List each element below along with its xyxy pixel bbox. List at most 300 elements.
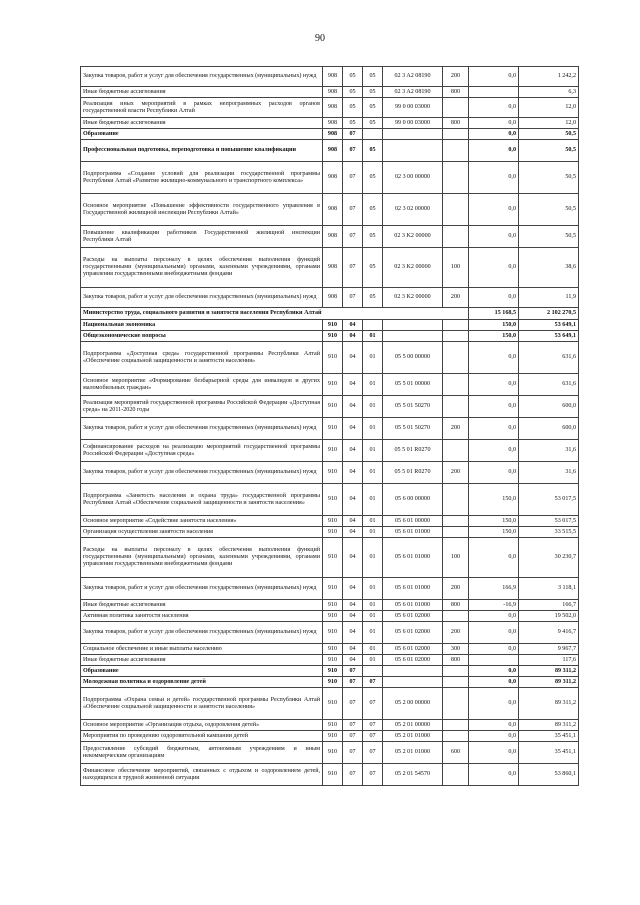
change-amount-cell: 0,0	[469, 622, 519, 644]
row-name-cell: Реализация иных мероприятий в рамках непрограммных расходов органов государственной власти Республики Алтай	[81, 98, 323, 118]
row-name-cell: Подпрограмма «Охрана семьи и детей» государственной программы Республики Алтай «Обеспечение социальной защищенности и занятости населения»	[81, 688, 323, 720]
row-name-cell: Активная политика занятости населения	[81, 611, 323, 622]
target-article-cell: 05 6 01 02000	[383, 655, 443, 666]
total-amount-cell: 31,6	[519, 440, 579, 462]
target-article-cell: 05 6 01 00000	[383, 516, 443, 527]
row-name-cell: Расходы на выплаты персоналу в целях обеспечения выполнения функций государственными (муниципальными) органами, казенными учреждениями, органами управления государственными внебюджетными фондами	[81, 248, 323, 288]
expense-type-cell	[443, 516, 469, 527]
change-amount-cell: 150,0	[469, 516, 519, 527]
section-cell: 07	[343, 666, 363, 677]
subsection-cell: 07	[363, 677, 383, 688]
expense-type-cell: 200	[443, 622, 469, 644]
table-row	[81, 688, 579, 720]
total-amount-cell: 35 451,1	[519, 731, 579, 742]
row-name-cell: Финансовое обеспечение мероприятий, связанных с отдыхом и оздоровлением детей, находящихся в трудной жизненной ситуации	[81, 764, 323, 786]
total-amount-cell: 12,0	[519, 98, 579, 118]
table-row	[81, 527, 579, 538]
expense-type-cell: 800	[443, 87, 469, 98]
grbs-cell: 908	[323, 87, 343, 98]
subsection-cell: 01	[363, 331, 383, 342]
target-article-cell: 99 0 00 03000	[383, 98, 443, 118]
expense-type-cell: 800	[443, 118, 469, 129]
grbs-cell: 908	[323, 129, 343, 140]
expense-type-cell	[443, 720, 469, 731]
change-amount-cell: 0,0	[469, 98, 519, 118]
change-amount-cell: 0,0	[469, 288, 519, 308]
expense-type-cell	[443, 140, 469, 162]
total-amount-cell: 12,0	[519, 118, 579, 129]
target-article-cell: 02 3 A2 08190	[383, 87, 443, 98]
section-cell: 04	[343, 440, 363, 462]
grbs-cell: 910	[323, 742, 343, 764]
subsection-cell: 07	[363, 688, 383, 720]
table-row	[81, 655, 579, 666]
expense-type-cell	[443, 194, 469, 226]
grbs-cell: 910	[323, 731, 343, 742]
target-article-cell	[383, 129, 443, 140]
total-amount-cell: 31,6	[519, 462, 579, 484]
section-cell: 07	[343, 194, 363, 226]
total-amount-cell: 89 311,2	[519, 688, 579, 720]
change-amount-cell: -16,9	[469, 600, 519, 611]
change-amount-cell: 0,0	[469, 462, 519, 484]
total-amount-cell: 89 311,2	[519, 720, 579, 731]
grbs-cell: 910	[323, 527, 343, 538]
section-cell: 04	[343, 418, 363, 440]
target-article-cell: 05 2 01 01000	[383, 731, 443, 742]
target-article-cell: 05 6 01 01000	[383, 538, 443, 578]
row-name-cell: Иные бюджетные ассигнования	[81, 118, 323, 129]
total-amount-cell: 19 502,0	[519, 611, 579, 622]
total-amount-cell: 631,6	[519, 342, 579, 374]
table-row	[81, 516, 579, 527]
grbs-cell: 910	[323, 440, 343, 462]
change-amount-cell: 0,0	[469, 140, 519, 162]
total-amount-cell: 33 515,5	[519, 527, 579, 538]
expense-type-cell	[443, 764, 469, 786]
grbs-cell: 910	[323, 677, 343, 688]
expense-type-cell	[443, 484, 469, 516]
change-amount-cell: 0,0	[469, 418, 519, 440]
row-name-cell: Подпрограмма «Занятость населения и охрана труда» государственной программы Республики Алтай «Обеспечение социальной защищенности и занятости населения»	[81, 484, 323, 516]
grbs-cell: 910	[323, 516, 343, 527]
row-name-cell: Закупка товаров, работ и услуг для обеспечения государственных (муниципальных) нужд	[81, 578, 323, 600]
expense-type-cell	[443, 731, 469, 742]
total-amount-cell: 9 967,7	[519, 644, 579, 655]
expense-type-cell	[443, 440, 469, 462]
change-amount-cell: 0,0	[469, 644, 519, 655]
table-row	[81, 87, 579, 98]
table-row	[81, 611, 579, 622]
section-cell: 04	[343, 331, 363, 342]
change-amount-cell: 0,0	[469, 129, 519, 140]
section-cell: 04	[343, 655, 363, 666]
row-name-cell: Основное мероприятие «Содействие занятости населения»	[81, 516, 323, 527]
total-amount-cell: 50,5	[519, 162, 579, 194]
expense-type-cell	[443, 331, 469, 342]
change-amount-cell: 0,0	[469, 742, 519, 764]
table-row	[81, 538, 579, 578]
section-cell: 07	[343, 129, 363, 140]
section-cell: 07	[343, 731, 363, 742]
section-cell: 04	[343, 538, 363, 578]
change-amount-cell	[469, 655, 519, 666]
row-name-cell: Образование	[81, 666, 323, 677]
total-amount-cell: 50,5	[519, 194, 579, 226]
section-cell: 07	[343, 248, 363, 288]
table-row	[81, 331, 579, 342]
total-amount-cell: 53 860,1	[519, 764, 579, 786]
grbs-cell: 910	[323, 622, 343, 644]
target-article-cell: 02 3 A2 08190	[383, 67, 443, 87]
row-name-cell: Основное мероприятие «Организация отдыха, оздоровления детей»	[81, 720, 323, 731]
row-name-cell: Организация осуществления занятости населения	[81, 527, 323, 538]
total-amount-cell: 50,5	[519, 129, 579, 140]
subsection-cell: 01	[363, 418, 383, 440]
table-row	[81, 622, 579, 644]
subsection-cell: 07	[363, 720, 383, 731]
grbs-cell: 908	[323, 67, 343, 87]
total-amount-cell: 50,5	[519, 140, 579, 162]
subsection-cell: 05	[363, 87, 383, 98]
subsection-cell: 01	[363, 622, 383, 644]
section-cell: 04	[343, 578, 363, 600]
section-cell: 04	[343, 527, 363, 538]
expense-type-cell	[443, 677, 469, 688]
section-cell: 05	[343, 98, 363, 118]
table-row	[81, 462, 579, 484]
total-amount-cell: 89 311,2	[519, 677, 579, 688]
target-article-cell: 02 3 00 00000	[383, 162, 443, 194]
row-name-cell: Основное мероприятие «Формирование безбарьерной среды для инвалидов и других маломобильных граждан»	[81, 374, 323, 396]
section-cell: 05	[343, 87, 363, 98]
change-amount-cell: 0,0	[469, 720, 519, 731]
grbs-cell: 910	[323, 374, 343, 396]
subsection-cell	[363, 320, 383, 331]
expense-type-cell	[443, 342, 469, 374]
subsection-cell: 01	[363, 342, 383, 374]
subsection-cell: 05	[363, 67, 383, 87]
table-row	[81, 140, 579, 162]
row-name-cell: Повышение квалификации работников Государственной жилищной инспекции Республики Алтай	[81, 226, 323, 248]
grbs-cell: 910	[323, 320, 343, 331]
row-name-cell: Национальная экономика	[81, 320, 323, 331]
subsection-cell: 05	[363, 194, 383, 226]
row-name-cell: Закупка товаров, работ и услуг для обеспечения государственных (муниципальных) нужд	[81, 622, 323, 644]
subsection-cell: 01	[363, 538, 383, 578]
target-article-cell: 05 6 01 02000	[383, 611, 443, 622]
table-row	[81, 578, 579, 600]
table-row	[81, 374, 579, 396]
target-article-cell: 05 6 01 01000	[383, 527, 443, 538]
section-cell: 05	[343, 118, 363, 129]
section-cell: 07	[343, 226, 363, 248]
change-amount-cell: 0,0	[469, 688, 519, 720]
target-article-cell	[383, 677, 443, 688]
row-name-cell: Профессиональная подготовка, переподготовка и повышение квалификации	[81, 140, 323, 162]
section-cell: 07	[343, 677, 363, 688]
target-article-cell: 05 5 01 00000	[383, 374, 443, 396]
subsection-cell: 05	[363, 140, 383, 162]
target-article-cell: 05 6 00 00000	[383, 484, 443, 516]
total-amount-cell: 89 311,2	[519, 666, 579, 677]
change-amount-cell: 0,0	[469, 440, 519, 462]
subsection-cell: 05	[363, 288, 383, 308]
change-amount-cell: 150,0	[469, 484, 519, 516]
expense-type-cell	[443, 226, 469, 248]
total-amount-cell: 50,5	[519, 226, 579, 248]
section-cell: 07	[343, 288, 363, 308]
section-cell: 07	[343, 688, 363, 720]
expense-type-cell: 200	[443, 67, 469, 87]
target-article-cell: 05 6 01 01000	[383, 578, 443, 600]
expense-type-cell: 200	[443, 462, 469, 484]
grbs-cell: 910	[323, 462, 343, 484]
table-row	[81, 129, 579, 140]
expense-type-cell	[443, 666, 469, 677]
expense-type-cell: 100	[443, 538, 469, 578]
row-name-cell: Молодежная политика и оздоровление детей	[81, 677, 323, 688]
table-row	[81, 720, 579, 731]
subsection-cell: 07	[363, 731, 383, 742]
budget-table	[80, 66, 579, 786]
row-name-cell: Расходы на выплаты персоналу в целях обеспечения выполнения функций государственными (муниципальными) органами, казенными учреждениями, органами управления государственными внебюджетными фондами	[81, 538, 323, 578]
grbs-cell: 908	[323, 226, 343, 248]
table-row	[81, 418, 579, 440]
grbs-cell: 910	[323, 342, 343, 374]
table-row	[81, 320, 579, 331]
total-amount-cell: 3 118,1	[519, 578, 579, 600]
change-amount-cell: 150,0	[469, 320, 519, 331]
change-amount-cell: 0,0	[469, 342, 519, 374]
change-amount-cell: 0,0	[469, 374, 519, 396]
target-article-cell	[383, 666, 443, 677]
change-amount-cell: 0,0	[469, 666, 519, 677]
row-name-cell: Предоставление субсидий бюджетным, автономным учреждениям и иным некоммерческим организациям	[81, 742, 323, 764]
total-amount-cell: 9 416,7	[519, 622, 579, 644]
change-amount-cell	[469, 87, 519, 98]
grbs-cell: 910	[323, 655, 343, 666]
page-number: 90	[315, 33, 325, 44]
table-row	[81, 226, 579, 248]
target-article-cell	[383, 140, 443, 162]
section-cell: 07	[343, 764, 363, 786]
table-row	[81, 342, 579, 374]
change-amount-cell: 0,0	[469, 731, 519, 742]
row-name-cell: Мероприятия по проведению оздоровительной кампании детей	[81, 731, 323, 742]
grbs-cell: 910	[323, 688, 343, 720]
table-row	[81, 118, 579, 129]
row-name-cell: Закупка товаров, работ и услуг для обеспечения государственных (муниципальных) нужд	[81, 67, 323, 87]
row-name-cell: Закупка товаров, работ и услуг для обеспечения государственных (муниципальных) нужд	[81, 462, 323, 484]
change-amount-cell: 0,0	[469, 67, 519, 87]
total-amount-cell: 53 017,5	[519, 516, 579, 527]
target-article-cell: 05 5 01 50270	[383, 396, 443, 418]
table-row	[81, 67, 579, 87]
expense-type-cell: 200	[443, 418, 469, 440]
subsection-cell: 05	[363, 118, 383, 129]
grbs-cell: 910	[323, 396, 343, 418]
expense-type-cell: 300	[443, 644, 469, 655]
total-amount-cell: 35 451,1	[519, 742, 579, 764]
subsection-cell: 01	[363, 527, 383, 538]
subsection-cell: 05	[363, 162, 383, 194]
table-row	[81, 98, 579, 118]
table-row	[81, 440, 579, 462]
change-amount-cell: 166,9	[469, 578, 519, 600]
row-name-cell: Социальное обеспечение и иные выплаты населению	[81, 644, 323, 655]
target-article-cell	[383, 331, 443, 342]
target-article-cell: 05 6 01 02000	[383, 644, 443, 655]
expense-type-cell	[443, 611, 469, 622]
section-cell: 04	[343, 600, 363, 611]
row-name-cell: Закупка товаров, работ и услуг для обеспечения государственных (муниципальных) нужд	[81, 288, 323, 308]
change-amount-cell: 15 168,5	[469, 308, 519, 320]
target-article-cell: 05 2 01 54570	[383, 764, 443, 786]
subsection-cell: 01	[363, 516, 383, 527]
target-article-cell: 99 0 00 03000	[383, 118, 443, 129]
total-amount-cell: 53 649,1	[519, 320, 579, 331]
section-cell: 07	[343, 140, 363, 162]
grbs-cell: 908	[323, 140, 343, 162]
total-amount-cell: 631,6	[519, 374, 579, 396]
subsection-cell: 07	[363, 742, 383, 764]
target-article-cell: 05 6 01 01000	[383, 600, 443, 611]
grbs-cell: 910	[323, 644, 343, 655]
section-cell: 07	[343, 162, 363, 194]
table-row	[81, 396, 579, 418]
grbs-cell: 910	[323, 720, 343, 731]
total-amount-cell: 117,6	[519, 655, 579, 666]
grbs-cell: 908	[323, 194, 343, 226]
grbs-cell: 910	[323, 578, 343, 600]
expense-type-cell	[443, 374, 469, 396]
row-name-cell: Закупка товаров, работ и услуг для обеспечения государственных (муниципальных) нужд	[81, 418, 323, 440]
subsection-cell: 05	[363, 248, 383, 288]
total-amount-cell: 30 230,7	[519, 538, 579, 578]
total-amount-cell: 53 017,5	[519, 484, 579, 516]
target-article-cell: 05 6 01 02000	[383, 622, 443, 644]
target-article-cell: 02 3 02 00000	[383, 194, 443, 226]
grbs-cell: 910	[323, 764, 343, 786]
target-article-cell: 05 5 01 R0270	[383, 440, 443, 462]
section-cell: 04	[343, 396, 363, 418]
subsection-cell: 05	[363, 98, 383, 118]
section-cell: 04	[343, 484, 363, 516]
change-amount-cell: 0,0	[469, 538, 519, 578]
section-cell: 07	[343, 720, 363, 731]
expense-type-cell	[443, 98, 469, 118]
grbs-cell: 910	[323, 600, 343, 611]
grbs-cell: 910	[323, 484, 343, 516]
target-article-cell: 05 5 01 50270	[383, 418, 443, 440]
section-cell: 04	[343, 622, 363, 644]
total-amount-cell: 600,0	[519, 418, 579, 440]
row-name-cell: Подпрограмма «Создание условий для реализации государственной программы Республики Алтай «Развитие жилищно-коммунального и транспортного комплекса»	[81, 162, 323, 194]
subsection-cell: 01	[363, 578, 383, 600]
expense-type-cell	[443, 688, 469, 720]
subsection-cell: 01	[363, 644, 383, 655]
expense-type-cell	[443, 320, 469, 331]
total-amount-cell: 600,0	[519, 396, 579, 418]
total-amount-cell: 53 649,1	[519, 331, 579, 342]
grbs-cell: 908	[323, 118, 343, 129]
row-name-cell: Образование	[81, 129, 323, 140]
table-row	[81, 742, 579, 764]
section-cell: 04	[343, 320, 363, 331]
change-amount-cell: 150,0	[469, 527, 519, 538]
table-row	[81, 677, 579, 688]
target-article-cell: 02 3 K2 00000	[383, 248, 443, 288]
row-name-cell: Основное мероприятие «Повышение эффективности государственного управления в Государственной жилищной инспекции Республики Алтай»	[81, 194, 323, 226]
expense-type-cell: 600	[443, 742, 469, 764]
grbs-cell: 910	[323, 538, 343, 578]
change-amount-cell: 0,0	[469, 248, 519, 288]
expense-type-cell: 200	[443, 288, 469, 308]
table-row	[81, 764, 579, 786]
target-article-cell	[383, 320, 443, 331]
table-row	[81, 194, 579, 226]
target-article-cell: 05 2 00 00000	[383, 688, 443, 720]
section-cell: 04	[343, 644, 363, 655]
table-row	[81, 484, 579, 516]
subsection-cell: 01	[363, 374, 383, 396]
change-amount-cell: 0,0	[469, 764, 519, 786]
expense-type-cell: 200	[443, 578, 469, 600]
expense-type-cell	[443, 162, 469, 194]
table-row	[81, 731, 579, 742]
change-amount-cell: 0,0	[469, 611, 519, 622]
subsection-cell: 01	[363, 440, 383, 462]
grbs-cell: 908	[323, 162, 343, 194]
section-cell: 07	[343, 742, 363, 764]
subsection-cell: 01	[363, 484, 383, 516]
grbs-cell: 910	[323, 418, 343, 440]
total-amount-cell: 2 102 270,5	[519, 308, 579, 320]
total-amount-cell: 38,6	[519, 248, 579, 288]
table-row	[81, 248, 579, 288]
table-row	[81, 162, 579, 194]
row-name-cell: Иные бюджетные ассигнования	[81, 655, 323, 666]
section-cell: 04	[343, 516, 363, 527]
grbs-cell: 910	[323, 611, 343, 622]
total-amount-cell: 1 242,2	[519, 67, 579, 87]
section-cell: 05	[343, 67, 363, 87]
change-amount-cell: 0,0	[469, 162, 519, 194]
total-amount-cell: 11,9	[519, 288, 579, 308]
change-amount-cell: 150,0	[469, 331, 519, 342]
expense-type-cell: 800	[443, 600, 469, 611]
subsection-cell: 07	[363, 764, 383, 786]
subsection-cell: 01	[363, 462, 383, 484]
subsection-cell: 01	[363, 655, 383, 666]
grbs-cell: 908	[323, 98, 343, 118]
total-amount-cell: 6,3	[519, 87, 579, 98]
table-row	[81, 666, 579, 677]
grbs-cell: 908	[323, 288, 343, 308]
expense-type-cell: 800	[443, 655, 469, 666]
change-amount-cell: 0,0	[469, 118, 519, 129]
subsection-cell: 01	[363, 611, 383, 622]
target-article-cell: 05 5 00 00000	[383, 342, 443, 374]
grbs-cell: 908	[323, 248, 343, 288]
row-name-cell: Софинансирование расходов на реализацию мероприятий государственной программы Российской Федерации «Доступная среда»	[81, 440, 323, 462]
target-article-cell: 05 2 01 01000	[383, 742, 443, 764]
row-name-cell: Иные бюджетные ассигнования	[81, 87, 323, 98]
subsection-cell: 01	[363, 600, 383, 611]
change-amount-cell: 0,0	[469, 396, 519, 418]
subsection-cell	[363, 129, 383, 140]
